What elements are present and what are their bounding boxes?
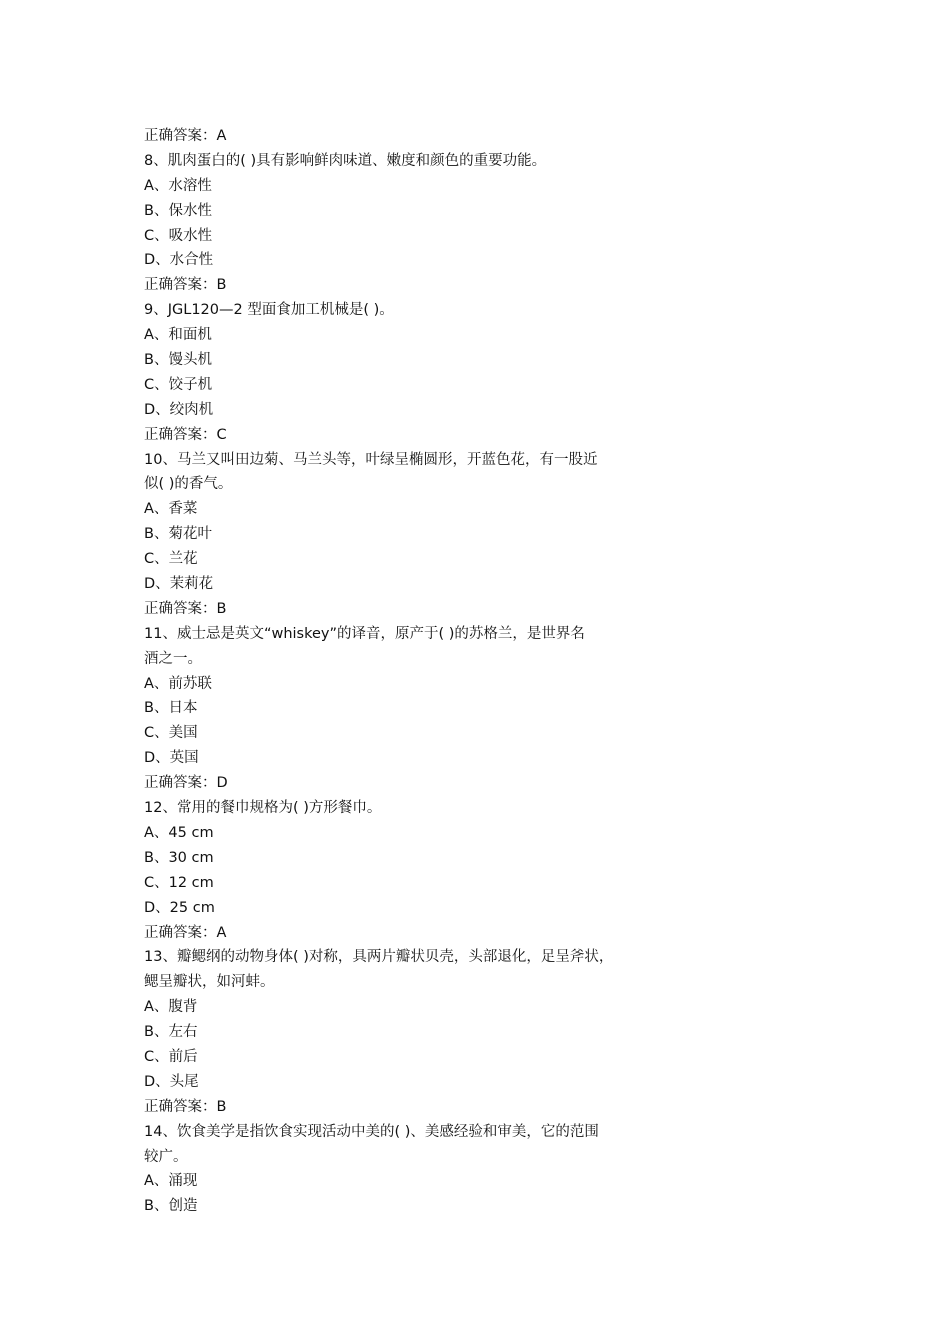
option-c: C、饺子机: [144, 376, 213, 393]
option-c: C、12 cm: [144, 874, 214, 891]
option-d: D、头尾: [144, 1073, 199, 1090]
question-13: 13、瓣鳃纲的动物身体( )对称，具两片瓣状贝壳，头部退化，足呈斧状，: [144, 949, 614, 966]
answer-line: 正确答案：A: [144, 924, 227, 941]
question-8: 8、肌肉蛋白的( )具有影响鲜肉味道、嫩度和颜色的重要功能。: [144, 152, 547, 169]
option-d: D、25 cm: [144, 899, 215, 916]
option-b: B、馒头机: [144, 352, 212, 369]
answer-line: 正确答案：C: [144, 426, 227, 443]
option-d: D、英国: [144, 750, 199, 767]
option-c: C、美国: [144, 725, 198, 742]
option-a: A、涌现: [144, 1173, 198, 1190]
question-13-continued: 鳃呈瓣状，如河蚌。: [144, 974, 275, 991]
option-b: B、菊花叶: [144, 526, 212, 543]
option-a: A、香菜: [144, 501, 198, 518]
option-b: B、30 cm: [144, 849, 214, 866]
question-10-continued: 似( )的香气。: [144, 476, 233, 493]
option-d: D、绞肉机: [144, 401, 214, 418]
answer-line: 正确答案：D: [144, 775, 228, 792]
option-a: A、前苏联: [144, 675, 212, 692]
option-c: C、兰花: [144, 551, 198, 568]
answer-line: 正确答案：B: [144, 1098, 227, 1115]
answer-line: 正确答案：B: [144, 600, 227, 617]
option-a: A、水溶性: [144, 177, 212, 194]
option-b: B、日本: [144, 700, 198, 717]
option-b: B、左右: [144, 1024, 198, 1041]
option-c: C、前后: [144, 1048, 198, 1065]
option-c: C、吸水性: [144, 227, 213, 244]
option-a: A、和面机: [144, 327, 212, 344]
answer-line: 正确答案：A: [144, 128, 227, 144]
question-10: 10、马兰又叫田边菊、马兰头等，叶绿呈椭圆形，开蓝色花，有一股近: [144, 451, 598, 468]
option-d: D、茉莉花: [144, 576, 214, 593]
question-11: 11、威士忌是英文“whiskey”的译音，原产于( )的苏格兰，是世界名: [144, 625, 585, 642]
option-a: A、腹背: [144, 999, 198, 1016]
question-14: 14、饮食美学是指饮食实现活动中美的( )、美感经验和审美，它的范围: [144, 1123, 599, 1140]
option-a: A、45 cm: [144, 824, 214, 841]
option-b: B、保水性: [144, 202, 212, 219]
question-11-continued: 酒之一。: [144, 650, 202, 667]
option-d: D、水合性: [144, 252, 214, 269]
document-body: [144, 124, 624, 1219]
question-14-continued: 较广。: [144, 1148, 188, 1165]
option-b: B、创造: [144, 1198, 198, 1215]
answer-line: 正确答案：B: [144, 277, 227, 294]
question-9: 9、JGL120—2 型面食加工机械是( )。: [144, 302, 394, 319]
question-12: 12、常用的餐巾规格为( )方形餐巾。: [144, 800, 382, 817]
